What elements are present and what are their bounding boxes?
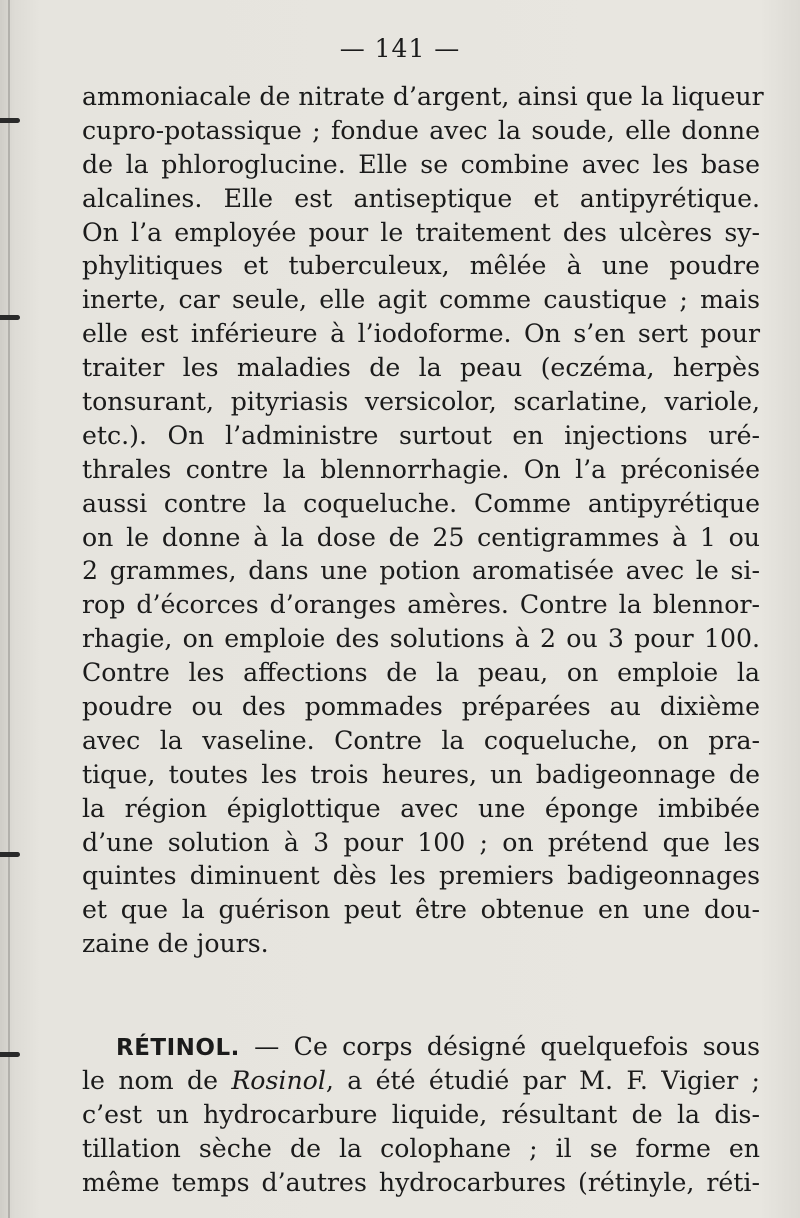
text-line: c’est un hydrocarbure liquide, résultant de la dis- [82, 1099, 760, 1129]
text-line: la région épiglottique avec une éponge imbibée [82, 793, 760, 823]
text-line: etc.). On l’administre surtout en injections uré- [82, 420, 760, 450]
text-line: rhagie, on emploie des solutions à 2 ou 3 pour 100. [82, 624, 760, 654]
paragraph-gap [82, 961, 760, 1030]
text-line: aussi contre la coqueluche. Comme antipyrétique [82, 488, 760, 518]
binding-stitch-mark [0, 118, 20, 123]
text-line: Contre les affections de la peau, on emploie la [82, 658, 760, 688]
entry-second-line [82, 1064, 760, 1098]
text-line: phylitiques et tuberculeux, mêlée à une poudre [82, 251, 760, 281]
text-line: quintes diminuent dès les premiers badigeonnages [82, 861, 760, 891]
entry-line2-start: le nom de [82, 1066, 232, 1096]
text-line: cupro-potassique ; fondue avec la soude, elle donne [82, 115, 760, 145]
text-line: elle est inférieure à l’iodoforme. On s’en sert pour [82, 319, 760, 349]
entry-italic-name: Rosinol [231, 1066, 326, 1096]
text-line: avec la vaseline. Contre la coqueluche, on pra- [82, 725, 760, 755]
text-line: On l’a employée pour le traitement des ulcères sy- [82, 217, 760, 247]
entry-title: RÉTINOL. [116, 1035, 240, 1062]
text-line: même temps d’autres hydrocarbures (rétinyle, réti- [82, 1167, 760, 1197]
text-line: rop d’écorces d’oranges amères. Contre la blennor- [82, 590, 760, 620]
entry-line2-end: , a été étudié par M. F. Vigier ; [325, 1066, 761, 1096]
text-line: poudre ou des pommades préparées au dixième [82, 692, 760, 722]
text-line: zaine de jours. [82, 929, 269, 959]
text-line: alcalines. Elle est antiseptique et antipyrétique. [82, 183, 760, 213]
text-line: tonsurant, pityriasis versicolor, scarlatine, variole, [82, 387, 760, 417]
text-line: d’une solution à 3 pour 100 ; on prétend que les [82, 827, 760, 857]
text-line: thrales contre la blennorrhagie. On l’a préconisée [82, 454, 760, 484]
text-line: tillation sèche de la colophane ; il se forme en [82, 1133, 760, 1163]
binding-stitch-mark [0, 1052, 20, 1057]
text-line: et que la guérison peut être obtenue en une dou- [82, 895, 760, 925]
page-binding-edge [8, 0, 10, 1218]
entry-first-line-text: — Ce corps désigné quelquefois sous [239, 1032, 760, 1062]
text-line: on le donne à la dose de 25 centigrammes à 1 ou [82, 522, 760, 552]
text-line: ammoniacale de nitrate d’argent, ainsi que la liqueur [82, 82, 764, 111]
text-line: tique, toutes les trois heures, un badigeonnage de [82, 759, 760, 789]
binding-stitch-mark [0, 315, 20, 320]
page-number-header: — 141 — [339, 34, 461, 63]
text-line: 2 grammes, dans une potion aromatisée avec le si- [82, 556, 760, 586]
text-line: traiter les maladies de la peau (eczéma, herpès [82, 353, 760, 383]
entry-first-line [82, 1030, 760, 1064]
text-line: inerte, car seule, elle agit comme caustique ; mais [82, 285, 760, 315]
binding-stitch-mark [0, 852, 20, 857]
body-text [82, 80, 764, 1200]
text-line: de la phloroglucine. Elle se combine avec les base [82, 149, 760, 179]
